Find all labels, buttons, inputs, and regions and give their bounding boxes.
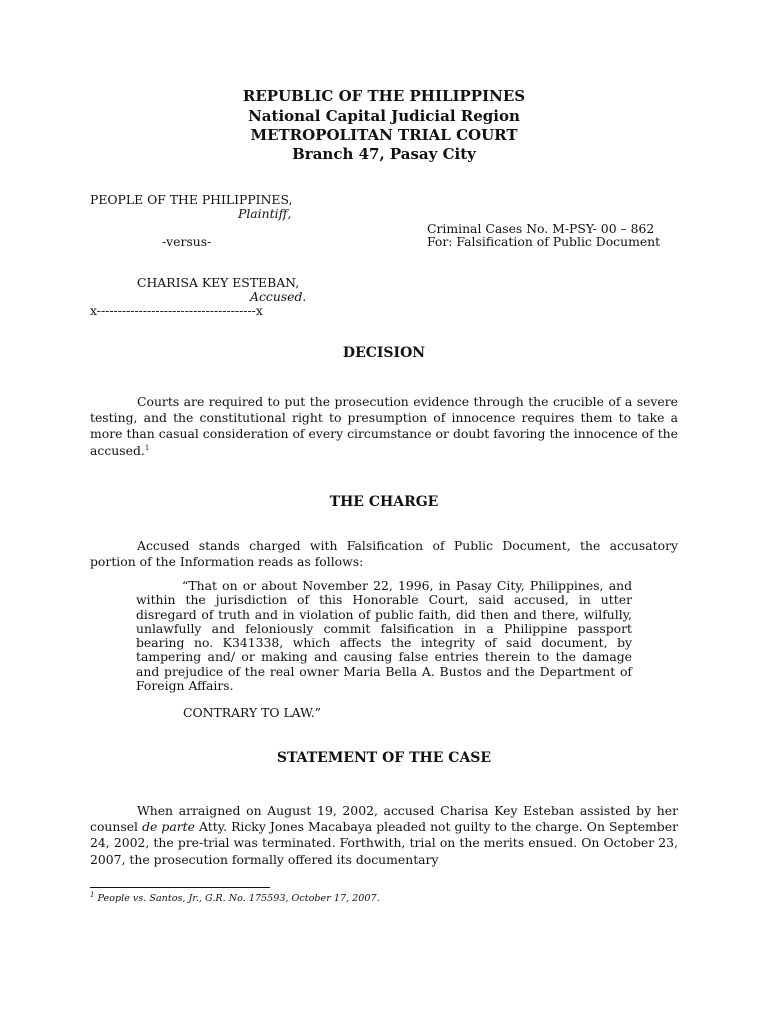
- decision-heading: DECISION: [342, 345, 426, 361]
- charge-heading: THE CHARGE: [329, 494, 439, 510]
- footnote-marker: 1: [90, 890, 95, 899]
- contrary-to-law: CONTRARY TO LAW.”: [183, 705, 321, 720]
- charge-intro-text: Accused stands charged with Falsification of Public Document, the accusatory portion of the Information reads as follows:: [90, 538, 678, 570]
- versus-label: -versus-: [162, 234, 212, 249]
- accused-name: CHARISA KEY ESTEBAN,: [137, 275, 300, 290]
- footnote-ref: 1: [144, 443, 150, 452]
- statement-text-1: When arraigned on August 19, 2002, accused Charisa Key Esteban assisted by her counsel: [90, 803, 678, 835]
- decision-text: Courts are required to put the prosecution evidence through the crucible of a severe testing, and the constitutional right to presumption of innocence requires them to take a more than casual consideration of every circumstance or doubt favoring the innocence of the accused.: [90, 394, 678, 458]
- footnote-rule: [90, 887, 270, 888]
- plaintiff-name: PEOPLE OF THE PHILIPPINES,: [90, 192, 293, 207]
- plaintiff-role: Plaintiff,: [238, 206, 292, 221]
- header-republic: REPUBLIC OF THE PHILIPPINES: [242, 87, 526, 105]
- decision-paragraph: [90, 394, 678, 459]
- statement-paragraph: [90, 803, 678, 868]
- caption-separator: x--------------------------------------x: [90, 303, 263, 318]
- footnote: [90, 890, 380, 904]
- information-quote-text: “That on or about November 22, 1996, in Pasay City, Philippines, and within the jurisdiction of this Honorable Court, said accused, in utter disregard of truth and in violation of public faith, did then and there, wilfully, unlawfully and feloniously commit falsification in a Philippine passport bearing no. K341338, which affects the integrity of said document, by tampering and/ or making and causing false entries therein to the damage and prejudice of the real owner Maria Bella A. Bustos and the Department of Foreign Affairs.: [136, 578, 632, 694]
- statement-text-2: Atty. Ricky Jones Macabaya pleaded not guilty to the charge. On September 24, 2002, the pre-trial was terminated. Forthwith, trial on the merits ensued. On October 23, 2007, the prosecution formally offered its documentary: [90, 819, 678, 867]
- statement-latin-term: de parte: [142, 819, 195, 835]
- charge-intro: [90, 538, 678, 570]
- case-subject: For: Falsification of Public Document: [427, 234, 661, 249]
- footnote-text: People vs. Santos, Jr., G.R. No. 175593, October 17, 2007.: [94, 893, 380, 904]
- header-region: National Capital Judicial Region: [248, 107, 520, 125]
- information-quote: [136, 579, 632, 693]
- header-branch: Branch 47, Pasay City: [292, 145, 476, 163]
- statement-heading: STATEMENT OF THE CASE: [276, 750, 492, 766]
- header-court: METROPOLITAN TRIAL COURT: [250, 126, 518, 144]
- accused-role: Accused.: [250, 289, 307, 304]
- case-number: Criminal Cases No. M-PSY- 00 – 862: [427, 221, 655, 236]
